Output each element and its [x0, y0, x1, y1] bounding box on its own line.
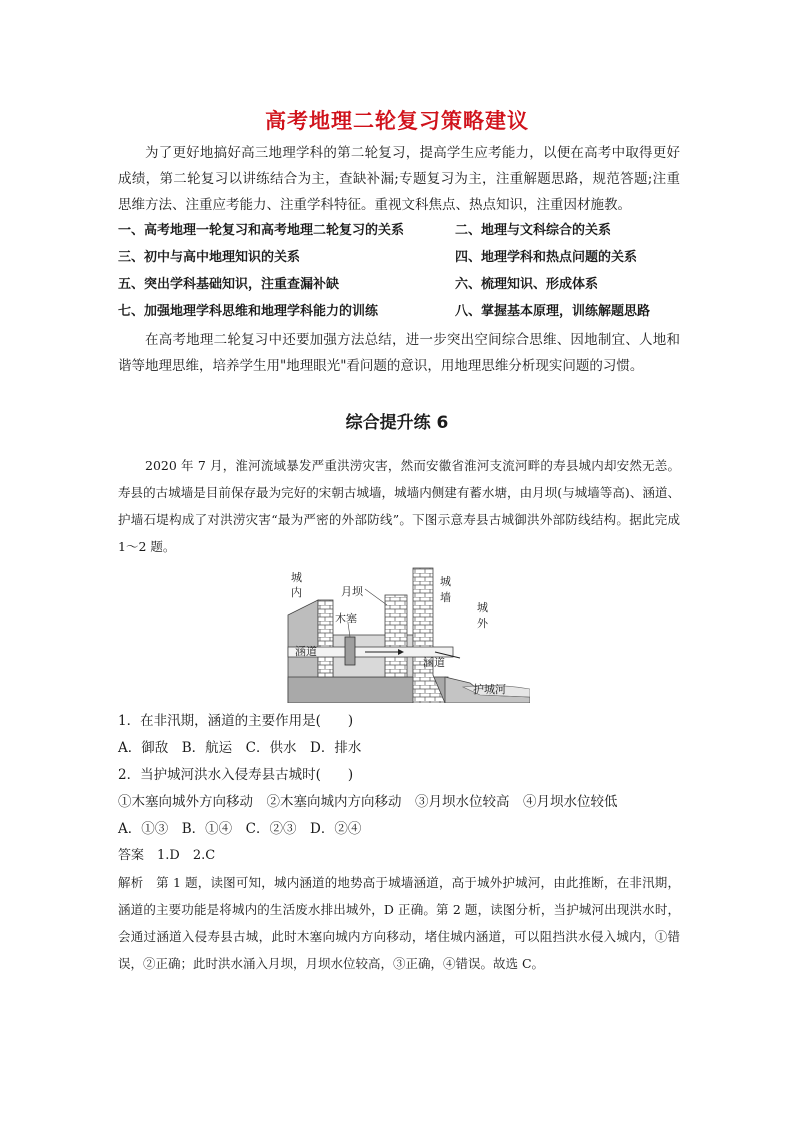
list-item: 五、突出学科基础知识，注重查漏补缺: [118, 277, 340, 292]
label-city-inside: 城: [291, 571, 302, 584]
explanation-paragraph: 解析 第 1 题，读图可知，城内涵道的地势高于城墙涵道，高于城外护城河，由此推断，在非汛期，涵道的主要功能是将城内的生活废水排出城外，D 正确。第 2 题，读图分析，当护城河出现洪水时，会通过涵道入侵寿县古城，此时木塞向城内方向移动，堵住城内涵道，可以阻挡洪水侵入城内，①错误，②正确；此时洪水涌入月坝，月坝水位较高，③正确，④错误。故选 C。: [118, 875, 680, 971]
answer-line: 答案 1.D 2.C: [118, 848, 216, 863]
page-title: 高考地理二轮复习策略建议: [265, 109, 529, 133]
list-item: 七、加强地理学科思维和地理学科能力的训练: [118, 304, 379, 319]
label-culvert: 涵道: [423, 656, 445, 669]
label-wood-gate: 木塞: [335, 612, 357, 625]
label-culvert: 涵道: [295, 645, 317, 658]
inner-brick-wall: [318, 600, 333, 677]
method-paragraph: 在高考地理二轮复习中还要加强方法总结，进一步突出空间综合思维、因地制宜、人地和谐等地理思维，培养学生用"地理眼光"看问题的意识，用地理思维分析现实问题的习惯。: [118, 332, 680, 374]
flood-defense-diagram: [285, 565, 530, 703]
list-row: [118, 220, 688, 247]
label-city-inside: 内: [291, 586, 302, 599]
label-city-outside: 外: [477, 617, 488, 630]
list-row: [118, 301, 688, 328]
list-item: 四、地理学科和热点问题的关系: [455, 250, 638, 265]
label-city-wall: 墙: [440, 591, 451, 604]
intro-paragraph: 为了更好地搞好高三地理学科的第二轮复习，提高学生应考能力，以便在高考中取得更好成绩，第二轮复习以讲练结合为主，查缺补漏;专题复习为主，注重解题思路，规范答题;注重思维方法、注重应考能力、注重学科特征。重视文科焦点、热点知识，注重因材施教。: [118, 145, 680, 213]
list-item: 二、地理与文科综合的关系: [455, 223, 612, 238]
section-title: 综合提升练 6: [345, 413, 449, 433]
label-city-wall: 城: [440, 575, 451, 588]
question-1-stem: 1．在非汛期，涵道的主要作用是( ): [118, 713, 354, 729]
list-row: [118, 274, 688, 301]
question-2-statements: ①木塞向城外方向移动 ②木塞向城内方向移动 ③月坝水位较高 ④月坝水位较低: [118, 794, 618, 810]
label-moat: 护城河: [473, 683, 506, 696]
label-city-outside: 城: [477, 601, 488, 614]
list-item: 八、掌握基本原理，训练解题思路: [455, 304, 651, 319]
moon-dam-wall: [385, 595, 407, 677]
question-1-options: A．御敌 B．航运 C．供水 D．排水: [118, 740, 362, 756]
wood-gate: [345, 637, 355, 665]
question-2-options: A．①③ B．①④ C．②③ D．②④: [118, 821, 362, 837]
question-2-stem: 2．当护城河洪水入侵寿县古城时( ): [118, 767, 354, 783]
list-item: 六、梳理知识、形成体系: [455, 277, 599, 292]
list-row: [118, 247, 688, 274]
list-item: 一、高考地理一轮复习和高考地理二轮复习的关系: [118, 223, 405, 238]
strategy-list: [118, 220, 688, 328]
list-item: 三、初中与高中地理知识的关系: [118, 250, 301, 265]
label-moon-dam: 月坝: [341, 585, 363, 598]
reading-passage: 2020 年 7 月，淮河流域暴发严重洪涝灾害，然而安徽省淮河支流河畔的寿县城内却安然无恙。寿县的古城墙是目前保存最为完好的宋朝古城墙，城墙内侧建有蓄水塘，由月坝(与城墙等高)、涵道、护墙石堤构成了对洪涝灾害“最为严密的外部防线”。下图示意寿县古城御洪外部防线结构。据此完成 1～2 题。: [118, 458, 680, 554]
